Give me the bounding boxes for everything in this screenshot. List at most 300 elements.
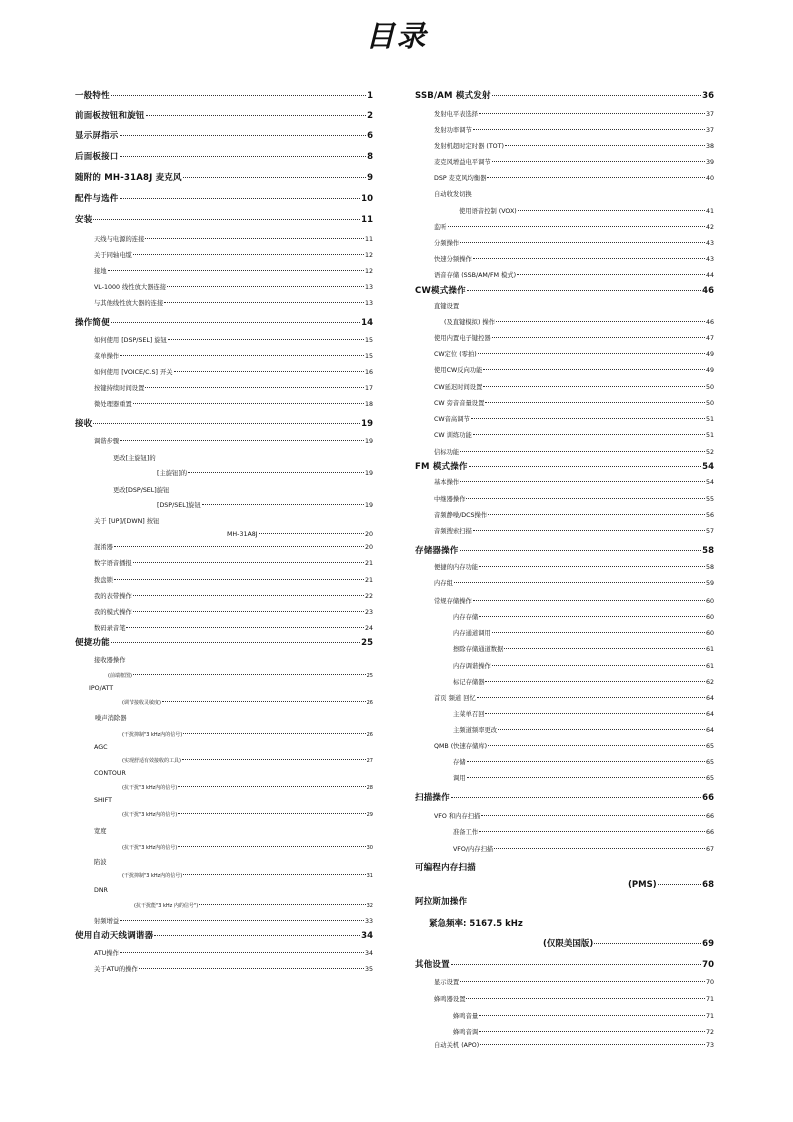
dot-leader [178,845,365,847]
dot-leader [448,225,705,227]
toc-entry-label: (抗干扰能"3 kHz 内的信号") [134,903,199,909]
toc-entry[interactable] [415,740,714,754]
dot-leader [492,664,705,666]
toc-page-number: 67 [705,846,714,853]
toc-entry-label: 存储器操作 [415,546,459,556]
toc-page-number: 68 [702,880,714,890]
toc-entry[interactable] [75,754,373,768]
toc-entry[interactable] [75,794,373,808]
toc-page-number: 1 [367,91,373,101]
toc-entry[interactable] [415,1039,714,1053]
toc-entry-label: 后面板接口 [75,152,119,162]
toc-page-number: 31 [366,873,373,879]
toc-entry[interactable] [75,590,373,604]
toc-page-number: 54 [705,479,714,486]
dot-leader [477,696,705,698]
dot-leader [492,94,702,96]
toc-page-number: 37 [705,127,714,134]
dot-leader [259,532,364,534]
toc-entry[interactable] [415,861,714,875]
toc-entry[interactable] [415,895,714,909]
toc-page-number: 24 [364,625,373,632]
toc-page-number: 52 [705,449,714,456]
toc-page-number: 19 [361,419,373,429]
dot-leader [483,368,705,370]
dot-leader [114,578,364,580]
toc-page-number: 19 [364,438,373,445]
toc-entry[interactable] [415,525,714,539]
toc-entry[interactable] [415,595,714,609]
toc-entry-label: 发射功率调节 [434,127,472,134]
toc-entry[interactable] [415,89,714,103]
toc-entry[interactable] [415,188,714,202]
dot-leader [480,1043,705,1045]
toc-entry[interactable] [415,577,714,591]
toc-page-number: 60 [705,598,714,605]
dot-leader [467,289,701,291]
toc-entry[interactable] [415,364,714,378]
toc-entry[interactable] [415,692,714,706]
toc-entry-label: 音频静噪/DCS操作 [434,512,488,519]
toc-entry[interactable] [75,89,373,103]
toc-entry-label: 其他设置 [415,960,450,970]
toc-entry[interactable] [75,249,373,263]
toc-entry[interactable] [415,643,714,657]
toc-entry[interactable] [75,281,373,295]
toc-entry[interactable] [75,622,373,636]
toc-entry[interactable] [75,297,373,311]
dot-leader [460,980,705,982]
page-title: 目录 [365,19,428,53]
toc-entry[interactable] [415,772,714,786]
toc-entry-label: 拨盘锁 [94,577,113,584]
toc-page-number: 64 [705,727,714,734]
dot-leader [120,951,364,953]
toc-entry[interactable] [415,810,714,824]
toc-entry-label: 标记存储器 [453,679,485,686]
toc-page-number: 64 [705,695,714,702]
toc-entry-label: (干扰抑制"3 kHz内的信号) [122,873,183,879]
dot-leader [133,561,364,563]
toc-page-number: 35 [364,966,373,973]
dot-leader [133,673,366,675]
toc-page-number: 10 [361,194,373,204]
toc-page-number: 69 [702,939,714,949]
dot-leader [178,785,365,787]
toc-entry-label: IPO/ATT [89,685,114,692]
toc-entry-label: 操作简便 [75,318,110,328]
toc-entry-label: 内存组 [434,580,453,587]
dot-leader [492,336,705,338]
toc-page-number: 17 [364,385,373,392]
dot-leader [188,471,364,473]
dot-leader [174,370,364,372]
toc-entry[interactable] [75,350,373,364]
toc-entry[interactable] [75,150,373,164]
toc-entry[interactable] [415,446,714,460]
toc-entry[interactable] [415,843,714,857]
toc-entry[interactable] [415,221,714,235]
toc-entry[interactable] [415,791,714,805]
toc-entry-label: 微处理器重置 [94,401,132,408]
toc-entry-label: 自动关机 (APO) [434,1042,480,1049]
toc-entry[interactable] [415,253,714,267]
toc-entry[interactable] [75,808,373,822]
toc-page-number: 15 [364,353,373,360]
dot-leader [505,144,705,146]
dot-leader [485,680,705,682]
toc-entry[interactable] [415,332,714,346]
toc-entry[interactable] [75,129,373,143]
toc-entry-label: CW延迟时间设置 [434,384,483,391]
dot-leader [162,700,366,702]
dot-leader [202,503,364,505]
toc-page-number: 59 [705,580,714,587]
dot-leader [467,760,705,762]
toc-entry[interactable] [75,741,373,755]
toc-entry[interactable] [415,205,714,219]
dot-leader [111,94,366,96]
toc-entry[interactable] [75,654,373,668]
toc-entry[interactable] [75,899,373,913]
toc-entry[interactable] [415,476,714,490]
toc-page-number: 42 [705,224,714,231]
toc-entry[interactable] [75,265,373,279]
dot-leader [471,417,705,419]
toc-page-number: 20 [364,544,373,551]
toc-entry[interactable] [415,172,714,186]
toc-entry[interactable] [415,284,714,298]
toc-page-number: 61 [705,663,714,670]
toc-entry[interactable] [75,334,373,348]
toc-entry[interactable] [75,316,373,330]
toc-page-number: 8 [367,152,373,162]
toc-entry-label: SSB/AM 模式发射 [415,91,491,101]
toc-entry[interactable] [415,976,714,990]
toc-entry[interactable] [75,109,373,123]
toc-entry[interactable] [75,947,373,961]
toc-entry-label: 快速分频操作 [434,256,472,263]
dot-leader [460,450,705,452]
toc-entry-label: (实现舒适有效接收的工具) [122,758,181,764]
toc-entry-label: 前面板按钮和旋钮 [75,111,145,121]
toc-entry[interactable] [415,544,714,558]
toc-entry-label: 调谐步骤 [94,438,120,445]
toc-entry[interactable] [415,676,714,690]
toc-entry[interactable] [415,140,714,154]
dot-leader [139,967,364,969]
dot-leader [488,513,705,515]
dot-leader [479,1014,705,1016]
toc-entry-label: 射频增益 [94,918,120,925]
toc-page-number: 66 [705,813,714,820]
toc-entry[interactable] [75,825,373,839]
dot-leader [145,237,364,239]
toc-entry-label: 存储 [453,759,466,766]
toc-entry[interactable] [415,348,714,362]
toc-entry-label: 基本操作 [434,479,460,486]
toc-entry[interactable] [415,826,714,840]
toc-entry-label: CW 旁音音量设置 [434,400,485,407]
toc-entry[interactable] [415,269,714,283]
toc-entry[interactable] [415,156,714,170]
dot-leader [594,942,701,944]
toc-page-number: 62 [705,679,714,686]
toc-entry-label: VFO/内存扫描 [453,846,494,853]
toc-entry-label: 麦克风增益电平调节 [434,159,491,166]
toc-entry[interactable] [75,366,373,380]
toc-entry-label: 可编程内存扫描 [415,863,476,873]
toc-entry[interactable] [415,756,714,770]
toc-entry[interactable] [415,937,714,951]
toc-entry-label: 陷波 [94,859,107,866]
dot-leader [473,529,705,531]
toc-entry[interactable] [75,696,373,710]
toc-entry-label: 关于 [UP]/[DWN] 按钮 [94,518,160,525]
dot-leader [133,402,364,404]
toc-page-number: 2 [367,111,373,121]
dot-leader [658,883,702,885]
dot-leader [126,626,364,628]
toc-entry[interactable] [415,460,714,474]
toc-entry-label: 扫描操作 [415,793,450,803]
toc-entry-label: 显示设置 [434,979,460,986]
toc-entry[interactable] [415,878,714,892]
dot-leader [517,273,705,275]
toc-entry[interactable] [75,929,373,943]
toc-entry[interactable] [415,958,714,972]
dot-leader [483,385,705,387]
dot-leader [454,581,705,583]
toc-entry-label: 我的模式操作 [94,609,132,616]
dot-leader [487,176,705,178]
toc-entry-label: (及直键模拟) 操作 [444,319,495,326]
toc-entry[interactable] [75,963,373,977]
toc-entry[interactable] [415,108,714,122]
toc-page-number: 57 [705,528,714,535]
toc-entry[interactable] [415,316,714,330]
toc-page-number: 16 [364,369,373,376]
toc-entry-label: 自动收发切换 [434,191,472,198]
toc-entry[interactable] [75,884,373,898]
toc-entry[interactable] [75,636,373,650]
dot-leader [488,744,705,746]
toc-entry[interactable] [75,915,373,929]
toc-entry-label: 天线与电源的连接 [94,236,145,243]
toc-entry-label: 监听 [434,224,447,231]
toc-entry-label: (抗干扰"3 kHz内的信号) [122,785,178,791]
toc-page-number: 61 [705,646,714,653]
toc-entry[interactable] [75,574,373,588]
toc-entry[interactable] [415,1010,714,1024]
dot-leader [93,218,360,220]
toc-page-number: 71 [705,996,714,1003]
dot-leader [120,439,364,441]
toc-entry-label: CW音高调节 [434,416,470,423]
dot-leader [133,253,364,255]
dot-leader [479,565,705,567]
toc-entry-label: QMB (快速存储库) [434,743,488,750]
dot-leader [473,599,705,601]
toc-entry[interactable] [415,509,714,523]
toc-page-number: 27 [366,758,373,764]
dot-leader [108,269,364,271]
toc-page-number: 15 [364,337,373,344]
toc-page-number: 46 [702,286,714,296]
toc-entry-label: 语音存储 (SSB/AM/FM 模式) [434,272,517,279]
toc-entry[interactable] [75,435,373,449]
toc-entry[interactable] [75,484,373,498]
dot-leader [479,615,705,617]
toc-entry[interactable] [75,192,373,206]
toc-page-number: 12 [364,268,373,275]
toc-page-number: 64 [705,711,714,718]
toc-entry-label: 直键设置 [434,303,460,310]
toc-entry[interactable] [415,429,714,443]
toc-page-number: 13 [364,284,373,291]
toc-entry[interactable] [415,413,714,427]
toc-entry-label: 分频操作 [434,240,460,247]
toc-entry-label: 内存存储 [453,614,479,621]
toc-entry[interactable] [75,606,373,620]
toc-entry-label: [主旋钮]的 [157,470,188,477]
toc-page-number: 19 [364,502,373,509]
dot-leader [479,830,705,832]
toc-page-number: 49 [705,351,714,358]
toc-entry[interactable] [415,993,714,1007]
toc-page-number: 49 [705,367,714,374]
toc-entry[interactable] [75,398,373,412]
toc-entry[interactable] [75,499,373,513]
toc-entry[interactable] [75,452,373,466]
toc-entry-label: 使用自动天线调谐器 [75,931,154,941]
toc-entry[interactable] [75,541,373,555]
toc-page-number: 71 [705,1013,714,1020]
toc-page-number: 65 [705,759,714,766]
toc-entry[interactable] [415,627,714,641]
toc-entry[interactable] [75,171,373,185]
dot-leader [451,963,701,965]
toc-entry[interactable] [75,213,373,227]
toc-page-number: 12 [364,252,373,259]
toc-entry-label: CW模式操作 [415,286,466,296]
dot-leader [199,903,365,905]
toc-entry[interactable] [75,856,373,870]
dot-leader [485,712,705,714]
toc-entry-label: 擦除存储通道数据 [453,646,504,653]
dot-leader [93,422,360,424]
toc-entry[interactable] [415,917,714,931]
toc-entry[interactable] [75,467,373,481]
toc-page-number: 38 [705,143,714,150]
toc-entry[interactable] [75,669,373,683]
toc-entry-label: 蜂鸣器设置 [434,996,466,1003]
dot-leader [451,796,701,798]
toc-entry-label: 接地 [94,268,107,275]
dot-leader [492,160,705,162]
dot-leader [460,480,705,482]
toc-entry-label: VFO 和内存扫描 [434,813,481,820]
toc-entry[interactable] [415,237,714,251]
toc-entry[interactable] [415,708,714,722]
toc-entry[interactable] [415,493,714,507]
dot-leader [120,919,364,921]
toc-page-number: 73 [705,1042,714,1049]
toc-page-number: 11 [361,215,373,225]
toc-page-number: 18 [364,401,373,408]
dot-leader [111,321,360,323]
toc-entry[interactable] [75,515,373,529]
dot-leader [473,433,705,435]
toc-entry-label: 发射机超时定时器 (TOT) [434,143,504,150]
toc-page-number: 20 [364,531,373,538]
toc-entry-label: 蜂鸣音调 [453,1029,479,1036]
toc-entry-label: 接收器操作 [94,657,126,664]
toc-entry[interactable] [75,417,373,431]
toc-entry-label: DNR [94,887,108,894]
toc-entry[interactable] [75,869,373,883]
dot-leader [479,112,705,114]
dot-leader [111,641,360,643]
toc-entry-label: 如何使用 [DSP/SEL] 旋钮 [94,337,167,344]
toc-entry[interactable] [75,767,373,781]
toc-entry-label: 安装 [75,215,93,225]
toc-entry[interactable] [415,561,714,575]
toc-entry-label: 便捷功能 [75,638,110,648]
toc-entry[interactable] [415,124,714,138]
toc-page-number: 34 [361,931,373,941]
toc-entry-label: 中继器操作 [434,496,466,503]
dot-leader [120,134,367,136]
toc-page-number: 66 [705,829,714,836]
dot-leader [466,497,705,499]
toc-entry[interactable] [415,724,714,738]
dot-leader [183,176,366,178]
toc-entry[interactable] [75,682,373,696]
toc-entry-label: 一般特性 [75,91,110,101]
toc-page-number: 39 [705,159,714,166]
toc-entry[interactable] [75,841,373,855]
dot-leader [178,812,365,814]
toc-entry-label: 内存调谐操作 [453,663,491,670]
toc-entry[interactable] [75,557,373,571]
toc-page-number: 70 [705,979,714,986]
toc-entry[interactable] [415,660,714,674]
toc-entry[interactable] [415,1026,714,1040]
toc-page-number: 14 [361,318,373,328]
toc-entry-label: (仅限美国版) [543,939,594,949]
toc-entry[interactable] [75,233,373,247]
toc-entry[interactable] [75,781,373,795]
toc-entry-label: 信标功能 [434,449,460,456]
toc-entry-label: 使用CW反向功能 [434,367,483,374]
toc-entry-label: (PMS) [628,880,657,890]
toc-entry[interactable] [415,300,714,314]
toc-entry-label: 显示屏指示 [75,131,119,141]
toc-entry[interactable] [75,528,373,542]
toc-entry-label: ATU操作 [94,950,119,957]
toc-entry[interactable] [415,381,714,395]
toc-entry[interactable] [75,712,373,726]
toc-entry[interactable] [415,397,714,411]
toc-entry[interactable] [75,382,373,396]
toc-entry[interactable] [75,728,373,742]
toc-page-number: 6 [367,131,373,141]
toc-entry-label: VL-1000 线性放大器连接 [94,284,167,291]
dot-leader [133,610,364,612]
dot-leader [473,257,705,259]
toc-entry[interactable] [415,611,714,625]
